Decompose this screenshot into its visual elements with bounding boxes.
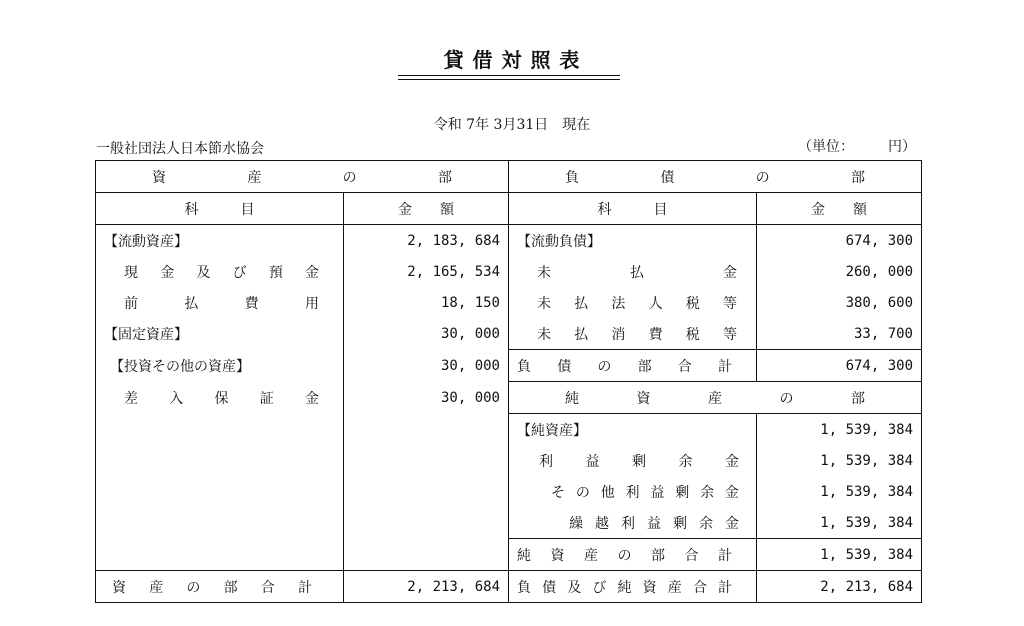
label-char: 剰 xyxy=(673,515,687,532)
label-char: 負 xyxy=(517,579,531,596)
asset-label: 【固定資産】 xyxy=(96,318,344,350)
label-char: 資 xyxy=(642,579,657,596)
net-asset-amount: 1, 539, 384 xyxy=(757,414,922,446)
label-char: 前 xyxy=(124,295,138,312)
label-char: 払 xyxy=(574,295,589,312)
section-char: の xyxy=(779,390,794,407)
empty-cell xyxy=(96,414,344,446)
table-row xyxy=(96,414,922,446)
net-assets-section-header xyxy=(509,382,922,414)
empty-cell xyxy=(344,539,509,571)
label-char: 産 xyxy=(149,579,164,596)
label-char: 合 xyxy=(677,358,692,375)
label-char: 剰 xyxy=(675,484,690,501)
label-char: 入 xyxy=(169,390,184,407)
liabilities-section-header: 負 債 の 部 xyxy=(509,161,922,193)
label-char: の xyxy=(186,579,201,596)
label-char: 純 xyxy=(517,547,531,564)
column-header-row xyxy=(96,193,922,225)
label-char: 合 xyxy=(260,579,275,596)
liability-amount: 33, 700 xyxy=(757,318,922,350)
empty-cell xyxy=(96,476,344,507)
label-char: 利 xyxy=(539,453,553,470)
table-row xyxy=(96,539,922,571)
unit-currency: 円） xyxy=(888,139,916,155)
asset-label xyxy=(96,382,344,414)
net-asset-amount: 1, 539, 384 xyxy=(757,507,922,539)
assets-total-amount: 2, 213, 684 xyxy=(344,571,509,603)
net-asset-label xyxy=(509,507,757,539)
label-char: び xyxy=(232,264,247,281)
grand-total-amount: 2, 213, 684 xyxy=(757,571,922,603)
liability-label xyxy=(509,318,757,350)
liability-amount: 674, 300 xyxy=(757,225,922,257)
label-char: 及 xyxy=(196,264,211,281)
empty-cell xyxy=(344,414,509,446)
label-char: 純 xyxy=(617,579,632,596)
label-char: 利 xyxy=(625,484,640,501)
table-row xyxy=(96,318,922,350)
label-char: 現 xyxy=(124,264,138,281)
empty-cell xyxy=(96,507,344,539)
net-asset-amount: 1, 539, 384 xyxy=(757,476,922,507)
asset-amount: 30, 000 xyxy=(344,382,509,414)
label-char: 部 xyxy=(651,547,665,564)
label-char: 金 xyxy=(723,264,737,281)
label-char: 剰 xyxy=(632,453,646,470)
balance-sheet-table xyxy=(95,160,922,603)
organization-name: 一般社団法人日本節水協会 xyxy=(96,141,264,157)
label-char: 及 xyxy=(567,579,582,596)
label-char: 預 xyxy=(268,264,283,281)
grand-total-label xyxy=(509,571,757,603)
empty-cell xyxy=(344,507,509,539)
net-assets-total-label xyxy=(509,539,757,571)
asset-amount: 30, 000 xyxy=(344,318,509,350)
label-char: 金 xyxy=(725,515,739,532)
empty-cell xyxy=(344,476,509,507)
label-char: 消 xyxy=(611,326,626,343)
label-char: 費 xyxy=(648,326,663,343)
table-row xyxy=(96,350,922,382)
liabilities-total-label xyxy=(509,350,757,382)
label-char: 余 xyxy=(678,453,693,470)
label-char: 合 xyxy=(684,547,699,564)
label-char: 金 xyxy=(160,264,175,281)
label-char: 計 xyxy=(717,358,732,375)
empty-cell xyxy=(96,539,344,571)
label-char: 余 xyxy=(700,484,715,501)
label-char: 未 xyxy=(537,264,551,281)
label-char: 負 xyxy=(517,358,531,375)
net-asset-label: 【純資産】 xyxy=(509,414,757,446)
label-char: 等 xyxy=(722,326,737,343)
label-char: 越 xyxy=(595,515,609,532)
net-asset-label xyxy=(509,445,757,476)
asset-amount: 2, 183, 684 xyxy=(344,225,509,257)
label-char: の xyxy=(597,358,612,375)
liability-amount: 380, 600 xyxy=(757,287,922,318)
label-char: 払 xyxy=(184,295,199,312)
table-row xyxy=(96,225,922,257)
label-char: そ xyxy=(551,484,565,501)
empty-cell xyxy=(344,445,509,476)
totals-row xyxy=(96,571,922,603)
label-char: の xyxy=(617,547,632,564)
table-row xyxy=(96,445,922,476)
section-char: 資 xyxy=(636,390,651,407)
assets-item-header: 科 目 xyxy=(96,193,344,225)
section-char: 部 xyxy=(851,390,865,407)
label-char: 他 xyxy=(600,484,615,501)
asset-label xyxy=(96,287,344,318)
label-char: 合 xyxy=(692,579,707,596)
label-char: 産 xyxy=(667,579,682,596)
label-char: 金 xyxy=(725,453,739,470)
label-char: 益 xyxy=(647,515,661,532)
asset-label: 【流動資産】 xyxy=(96,225,344,257)
label-char: 用 xyxy=(304,295,319,312)
net-asset-label xyxy=(509,476,757,507)
assets-amount-header: 金 額 xyxy=(344,193,509,225)
section-header-row xyxy=(96,161,922,193)
report-date: 令和 7年 3月31日 現在 xyxy=(433,117,591,133)
label-char: 益 xyxy=(650,484,665,501)
table-row xyxy=(96,507,922,539)
liability-amount: 260, 000 xyxy=(757,256,922,287)
label-char: 未 xyxy=(537,295,551,312)
label-char: 払 xyxy=(630,264,644,281)
label-char: 等 xyxy=(722,295,737,312)
label-char: び xyxy=(592,579,607,596)
liability-label xyxy=(509,256,757,287)
label-char: 資 xyxy=(550,547,565,564)
label-char: 未 xyxy=(537,326,551,343)
assets-total-label xyxy=(96,571,344,603)
liabilities-total-amount: 674, 300 xyxy=(757,350,922,382)
label-char: 保 xyxy=(214,390,229,407)
label-char: 差 xyxy=(124,390,138,407)
label-char: 余 xyxy=(699,515,713,532)
label-char: の xyxy=(575,484,590,501)
label-char: 債 xyxy=(557,358,572,375)
label-char: 部 xyxy=(223,579,238,596)
liability-label xyxy=(509,287,757,318)
label-char: 払 xyxy=(574,326,589,343)
label-char: 計 xyxy=(718,547,732,564)
empty-cell xyxy=(96,445,344,476)
label-char: 証 xyxy=(259,390,274,407)
liabilities-amount-header: 金 額 xyxy=(757,193,922,225)
label-char: 費 xyxy=(244,295,259,312)
label-char: 繰 xyxy=(569,515,583,532)
label-char: 資 xyxy=(112,579,126,596)
label-char: 債 xyxy=(542,579,557,596)
label-char: 金 xyxy=(304,264,319,281)
table-row xyxy=(96,382,922,414)
label-char: 益 xyxy=(585,453,600,470)
label-char: 金 xyxy=(305,390,319,407)
asset-amount: 18, 150 xyxy=(344,287,509,318)
document-title: 貸 借 対 照 表 xyxy=(443,48,581,72)
asset-label xyxy=(96,256,344,287)
label-char: 税 xyxy=(685,326,700,343)
net-assets-total-amount: 1, 539, 384 xyxy=(757,539,922,571)
label-char: 人 xyxy=(648,295,663,312)
label-char: 法 xyxy=(611,295,626,312)
label-char: 金 xyxy=(724,484,739,501)
net-asset-amount: 1, 539, 384 xyxy=(757,445,922,476)
unit-prefix: （単位： xyxy=(798,139,854,155)
assets-section-header: 資 産 の 部 xyxy=(96,161,509,193)
liabilities-item-header: 科 目 xyxy=(509,193,757,225)
label-char: 計 xyxy=(718,579,732,596)
unit-label xyxy=(798,136,916,156)
title-underline-2 xyxy=(398,79,620,80)
liability-label: 【流動負債】 xyxy=(509,225,757,257)
section-char: 純 xyxy=(565,390,579,407)
label-char: 税 xyxy=(685,295,700,312)
label-char: 産 xyxy=(584,547,598,564)
label-char: 部 xyxy=(637,358,652,375)
asset-label: 【投資その他の資産】 xyxy=(96,350,344,382)
asset-amount: 2, 165, 534 xyxy=(344,256,509,287)
table-row xyxy=(96,287,922,318)
title-underline-1 xyxy=(398,75,620,76)
label-char: 利 xyxy=(621,515,635,532)
label-char: 計 xyxy=(297,579,312,596)
table-row xyxy=(96,476,922,507)
section-char: 産 xyxy=(708,390,722,407)
asset-amount: 30, 000 xyxy=(344,350,509,382)
table-row xyxy=(96,256,922,287)
